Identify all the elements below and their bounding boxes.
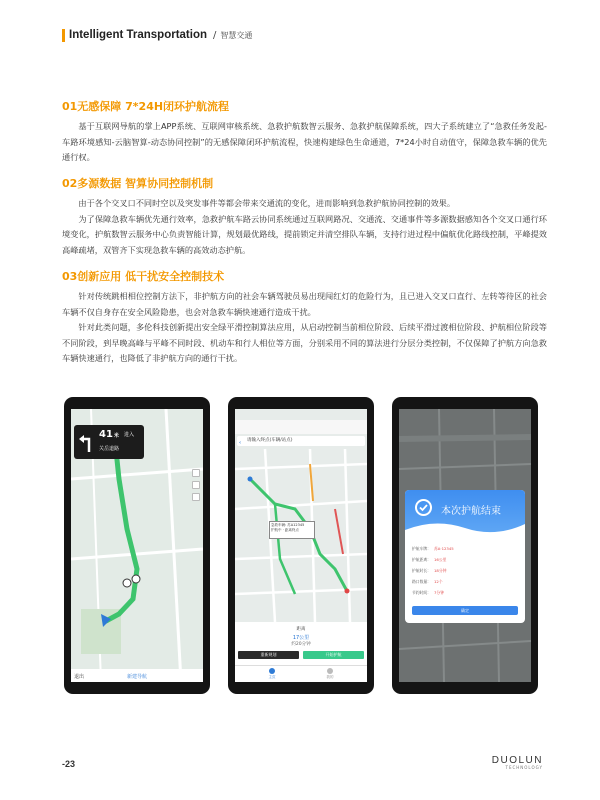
navigation-screen bbox=[71, 409, 203, 682]
section-1 bbox=[62, 98, 547, 166]
check-icon bbox=[417, 501, 430, 514]
header-accent-bar bbox=[62, 29, 65, 42]
header-title-cn: 智慧交通 bbox=[220, 30, 253, 40]
section-3-title: 03创新应用 低干扰安全控制技术 bbox=[62, 270, 225, 283]
section-3-paragraph-1: 针对传统跳相相位控制方法下，非护航方向的社会车辆驾驶员易出现闯红灯的危险行为，且已进入交叉口直行、左转等待区的社会车辆不仅自身存在安全风险隐患，也会对急救车辆快速通行造成干扰。 bbox=[62, 291, 547, 317]
time-value: 约20分钟 bbox=[291, 642, 311, 647]
section-2-paragraph-1: 由于各个交叉口不同时空以及突发事件等都会带来交通流的变化，进而影响到急救护航协同控制的效果。 bbox=[78, 198, 456, 208]
field-time-saved: 节约时间： 7分钟 bbox=[412, 590, 444, 595]
dialog-header bbox=[405, 490, 525, 538]
section-2 bbox=[62, 175, 547, 258]
escort-finished-screen bbox=[399, 409, 531, 682]
distance-label: 距离 bbox=[296, 627, 306, 632]
map-top-layer bbox=[235, 420, 367, 434]
section-2-paragraph-2: 为了保障急救车辆优先通行效率，急救护航车路云协同系统通过互联网路况、交通流、交通事件等多源数据感知各个交叉口通行环境变化，护航数智云服务中心负责智能计算，规划最优路线，提前锁定并清空排队车辆，支持行进过程中偏航优化路线控制，平峰提效高峰疏堵，双管齐下实现急救车辆的高效动态护航。 bbox=[62, 213, 547, 255]
field-intersections: 路口数量： 12个 bbox=[412, 579, 443, 584]
tab-me-label: 我的 bbox=[326, 675, 334, 679]
tab-home[interactable] bbox=[257, 668, 287, 680]
replan-button[interactable]: 重新规划 bbox=[238, 651, 299, 659]
navigation-bottom-bar bbox=[71, 669, 203, 682]
phone-route-screenshot bbox=[228, 397, 374, 694]
info-line-1: 急救车辆: 苏A12345 bbox=[271, 523, 305, 527]
start-escort-button[interactable]: 开始护航 bbox=[303, 651, 364, 659]
logo-text: DUOLUN bbox=[491, 755, 543, 766]
route-search-bar[interactable] bbox=[237, 436, 365, 446]
field-duration: 护航时长： 18分钟 bbox=[412, 568, 447, 573]
field-distance: 护航距离： 16公里 bbox=[412, 557, 447, 562]
page-number: -23 bbox=[62, 759, 76, 769]
section-3-paragraph-2: 针对此类问题，多伦科技创新提出安全绿平滑控制算法应用，从启动控制当前相位阶段、后续平滑过渡相位阶段、护航相位阶段等不同阶段，到早晚高峰与平峰不同时段、机动车和行人相位等方面，分别采用不同的算法进行分层分类控制，不仅保障了护航方向急救车辆快速通行，也降低了非护航方向的通行干扰。 bbox=[62, 322, 547, 363]
logo-subtext: TECHNOLOGY bbox=[505, 765, 543, 770]
turn-instruction-panel bbox=[74, 425, 144, 459]
home-icon bbox=[269, 668, 275, 674]
check-circle-icon bbox=[415, 499, 432, 516]
section-2-title: 02多源数据 智算协同控制机制 bbox=[62, 177, 214, 190]
header-separator: / bbox=[213, 29, 217, 41]
tab-home-label: 主页 bbox=[268, 675, 276, 679]
section-3 bbox=[62, 268, 547, 367]
search-placeholder: 请输入终点(车辆/站点) bbox=[247, 438, 293, 443]
traffic-toggle-icon[interactable] bbox=[192, 469, 200, 477]
dialog-title: 本次护航结束 bbox=[441, 506, 501, 517]
tab-bar bbox=[235, 665, 367, 682]
header-title-en: Intelligent Transportation bbox=[69, 29, 208, 41]
company-logo bbox=[492, 755, 543, 770]
page-header bbox=[62, 27, 252, 43]
phone-escort-finished-screenshot bbox=[392, 397, 538, 694]
exit-navigation-button[interactable]: 退出 bbox=[74, 674, 85, 680]
route-screen bbox=[235, 409, 367, 682]
confirm-button[interactable]: 确定 bbox=[412, 606, 518, 615]
section-1-title: 01无感保障 7*24H闭环护航流程 bbox=[62, 100, 230, 113]
section-1-paragraph: 基于互联网导航的掌上APP系统、互联网审核系统、急救护航数智云服务、急救护航保障系统，四大子系统建立了“急救任务发起-车路环境感知-云脑智算-动态协同控制”的无感保障闭环护航流程，快速构建绿色生命通道，7*24小时自动值守，保障急救车辆的优先通行权。 bbox=[62, 121, 547, 162]
tab-me[interactable] bbox=[315, 668, 345, 680]
new-navigation-button[interactable]: 新建导航 bbox=[127, 674, 148, 680]
field-plate: 护航车牌： 苏A·12345 bbox=[412, 546, 454, 551]
phone-navigation-screenshot bbox=[64, 397, 210, 694]
sound-toggle-icon[interactable] bbox=[192, 481, 200, 489]
turn-action: 进入 bbox=[124, 432, 135, 438]
turn-distance: 41米 bbox=[99, 429, 119, 440]
user-icon bbox=[327, 668, 333, 674]
info-line-2: 护航中 · 距离终点 bbox=[271, 528, 299, 532]
road-name: 关岳道路 bbox=[99, 446, 120, 452]
escort-finished-dialog bbox=[405, 490, 525, 623]
turn-arrow-icon bbox=[78, 430, 95, 454]
overview-icon[interactable] bbox=[192, 493, 200, 501]
distance-value: 17公里 bbox=[292, 635, 310, 641]
route-summary-card bbox=[235, 622, 367, 682]
vehicle-info-popup bbox=[269, 521, 315, 539]
back-icon[interactable]: ‹ bbox=[239, 440, 242, 446]
